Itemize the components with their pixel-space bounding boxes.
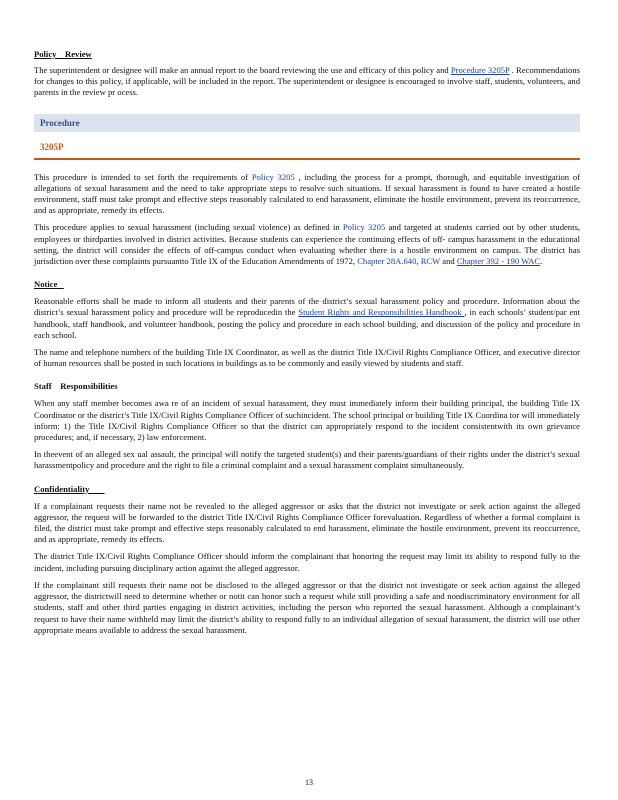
policy-review-text-a: The superintendent or designee will make an annual report to the board reviewing the use and efficacy of this policy and xyxy=(34,65,451,75)
confidentiality-heading: Confidentiality xyxy=(34,483,105,494)
intro-text-1a: This procedure is intended to set forth the requirements of xyxy=(34,171,252,182)
confidentiality-section xyxy=(34,484,580,636)
document-page xyxy=(34,0,580,636)
confidentiality-paragraph-1: If a complainant requests their name not be revealed to the alleged aggressor or asks that the district not investigate or seek action against the alleged aggressor, the request will be forwarded to the district Title IX/Civil Rights Compliance Officer forevaluation. Regardless of whether a formal complaint is filed, the district must take prompt and effective steps reasonably calculated to end harassment, eliminate the hostile environment, prevent its reoccurrence, and as appropriate, remedy its effects. xyxy=(34,500,580,545)
confidentiality-paragraph-3: If the complainant still requests their name not be disclosed to the alleged aggressor or that the district not investigate or seek action against the alleged aggressor, the districtwill need to determine whether or notit can honor such a request while still providing a safe and nondiscriminatory environment for all students, staff and other third parties engaging in district activities, including the person who reported the sexual harassment. Although a complainant’s request to have their name withheld may limit the district’s ability to respond fully to an individual allegation of sexual harassment, the district will use other appropriate means available to address the sexual harassment. xyxy=(34,579,580,635)
page-number: 13 xyxy=(305,778,313,787)
policy-3205-link[interactable]: Policy 3205 xyxy=(251,171,295,182)
policy-review-paragraph xyxy=(34,65,580,99)
policy-review-heading: Policy Review xyxy=(34,49,92,59)
intro-text-2a: This procedure applies to sexual harassment (including sexual violence) as defined in xyxy=(34,222,343,233)
notice-section xyxy=(34,279,580,369)
student-rights-handbook-link[interactable]: Student Rights and Responsibilities Handbook xyxy=(298,307,465,318)
notice-paragraph-1 xyxy=(34,296,580,341)
intro-text-2c: , xyxy=(416,256,421,267)
confidentiality-paragraph-2: The district Title IX/Civil Rights Compliance Officer should inform the complainant that honoring the request may limit its ability to respond fully to the incident, including pursuing disciplinary action against the alleged aggressor. xyxy=(34,551,580,573)
procedure-header-bar xyxy=(34,114,580,132)
intro-paragraph-1 xyxy=(34,172,580,217)
procedure-3205p-link[interactable]: Procedure 3205P xyxy=(450,65,510,75)
intro-text-2e: . xyxy=(540,256,543,267)
intro-section xyxy=(34,172,580,268)
staff-responsibilities-section xyxy=(34,381,580,471)
rcw-link[interactable]: RCW xyxy=(420,256,441,267)
intro-paragraph-2 xyxy=(34,222,580,267)
notice-text-1b: , in each schools’ student/par ent handbook, staff handbook, and volunteer handbook, posting the policy and procedure in each school building, and discussion of the policy and procedure in each school. xyxy=(34,307,580,340)
staff-paragraph-2: In theevent of an alleged sex ual assault, the principal will notify the targeted student(s) and their parents/guardians of their rights under the district’s sexual harassmentpolicy and procedure and the right to file a criminal complaint and a sexual harassment complaint simultaneously. xyxy=(34,449,580,471)
procedure-code: 3205P xyxy=(40,141,64,152)
policy-review-text-b: . Recommendations for changes to this policy, if applicable, will be included in the report. The superintendent or designee is encouraged to involve staff, students, volunteers, and parents in the review pr ocess. xyxy=(34,65,580,98)
procedure-label: Procedure xyxy=(40,117,80,128)
staff-paragraph-1: When any staff member becomes awa re of an incident of sexual harassment, they must immediately inform their building principal, the building Title IX Coordinator or the district’s Title IX/Civil Rights Compliance Officer of suchincident. The school principal or building Title IX Coordina tor will immediately inform: 1) the Title IX/Civil Rights Compliance Officer so that the district can appropriately respond to the incident consistentwith its own grievance procedures; and, if necessary, 2) law enforcement. xyxy=(34,398,580,443)
procedure-divider xyxy=(34,158,580,160)
intro-text-2b: and targeted at students carried out by other students, employees or thirdparties involved in district activities. Because students can experience the continuing effects of off- campus harassment in the educational setting, the district will consider the effects of off-campus conduct when evaluating whether there is a hostile environment on campus. The district has jurisdiction over these complaints pursuantto Title IX of the Education Amendments of 1972, xyxy=(34,222,580,267)
chapter-392-190-wac-link[interactable]: Chapter 392 - 190 WAC xyxy=(456,256,541,267)
notice-paragraph-2: The name and telephone numbers of the building Title IX Coordinator, as well as the district Title IX/Civil Rights Compliance Officer, and executive director of human resources shall be posted in such locations in buildings as to be commonly and easily viewed by students and staff. xyxy=(34,347,580,369)
intro-text-1b: , including the process for a prompt, thorough, and equitable investigation of allegations of sexual harassment and the need to take appropriate steps to resolve such situations. If sexual harassment is found to have created a hostile environment, staff must take prompt and effective steps reasonably calculated to end harassment, eliminate the hostile environment, prevent its reoccurrence, and as appropriate, remedy its effects. xyxy=(34,171,580,216)
notice-text-1a: Reasonable efforts shall be made to inform all students and their parents of the district’s sexual harassment policy and procedure. Information about the district’s sexual harassment policy and procedure will be reproducedin the xyxy=(34,296,580,318)
policy-review-section xyxy=(34,49,580,99)
intro-text-2d: and xyxy=(440,256,457,267)
policy-3205-link-2[interactable]: Policy 3205 xyxy=(342,222,386,233)
notice-heading: Notice xyxy=(34,279,64,290)
staff-responsibilities-heading: Staff Responsibilities xyxy=(34,381,118,392)
chapter-28a640-link[interactable]: Chapter 28A.640 xyxy=(357,256,417,267)
